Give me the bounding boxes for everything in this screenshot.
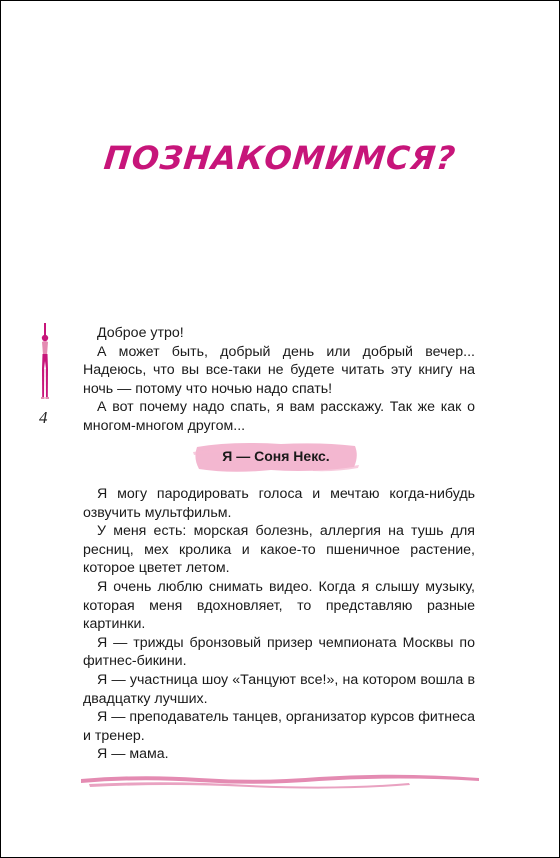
decorative-stroke-icon bbox=[79, 769, 483, 791]
woman-stretching-icon bbox=[35, 323, 55, 401]
banner-label: Я — Соня Некс. bbox=[222, 448, 330, 464]
fact-paragraph: У меня есть: морская болезнь, аллергия на тушь для ресниц, мех кролика и какое-то пшеничное растение, которое цветет летом. bbox=[83, 523, 475, 577]
fact-paragraph: Я — участница шоу «Танцуют все!», на котором вошла в двадцатку лучших. bbox=[83, 671, 475, 707]
intro-paragraph: А вот почему надо спать, я вам расскажу. Так же как о многом-многом другом... bbox=[83, 399, 475, 434]
fact-paragraph: Я очень люблю снимать видео. Когда я слышу музыку, которая меня вдохновляет, то представляю разные картинки. bbox=[83, 578, 475, 633]
page-title: ПОЗНАКОМИМСЯ? bbox=[102, 139, 458, 177]
page-number: 4 bbox=[39, 408, 48, 427]
name-banner bbox=[191, 438, 361, 476]
fact-paragraph: Я могу пародировать голоса и мечтаю когда-нибудь озвучить мультфильм. bbox=[83, 486, 475, 521]
fact-paragraph: Я — трижды бронзовый призер чемпионата Москвы по фитнес-бикини. bbox=[83, 634, 475, 670]
facts-text bbox=[83, 485, 475, 764]
fact-paragraph: Я — мама. bbox=[97, 746, 169, 763]
intro-paragraph: Доброе утро! bbox=[97, 325, 184, 341]
fact-paragraph: Я — преподаватель танцев, организатор курсов фитнеса и тренер. bbox=[83, 709, 475, 744]
intro-paragraph: А может быть, добрый день или добрый вечер... Надеюсь, что вы все-таки не будете читать эту книгу на ночь — потому что ночью надо спать! bbox=[83, 343, 475, 397]
intro-text bbox=[83, 324, 475, 436]
